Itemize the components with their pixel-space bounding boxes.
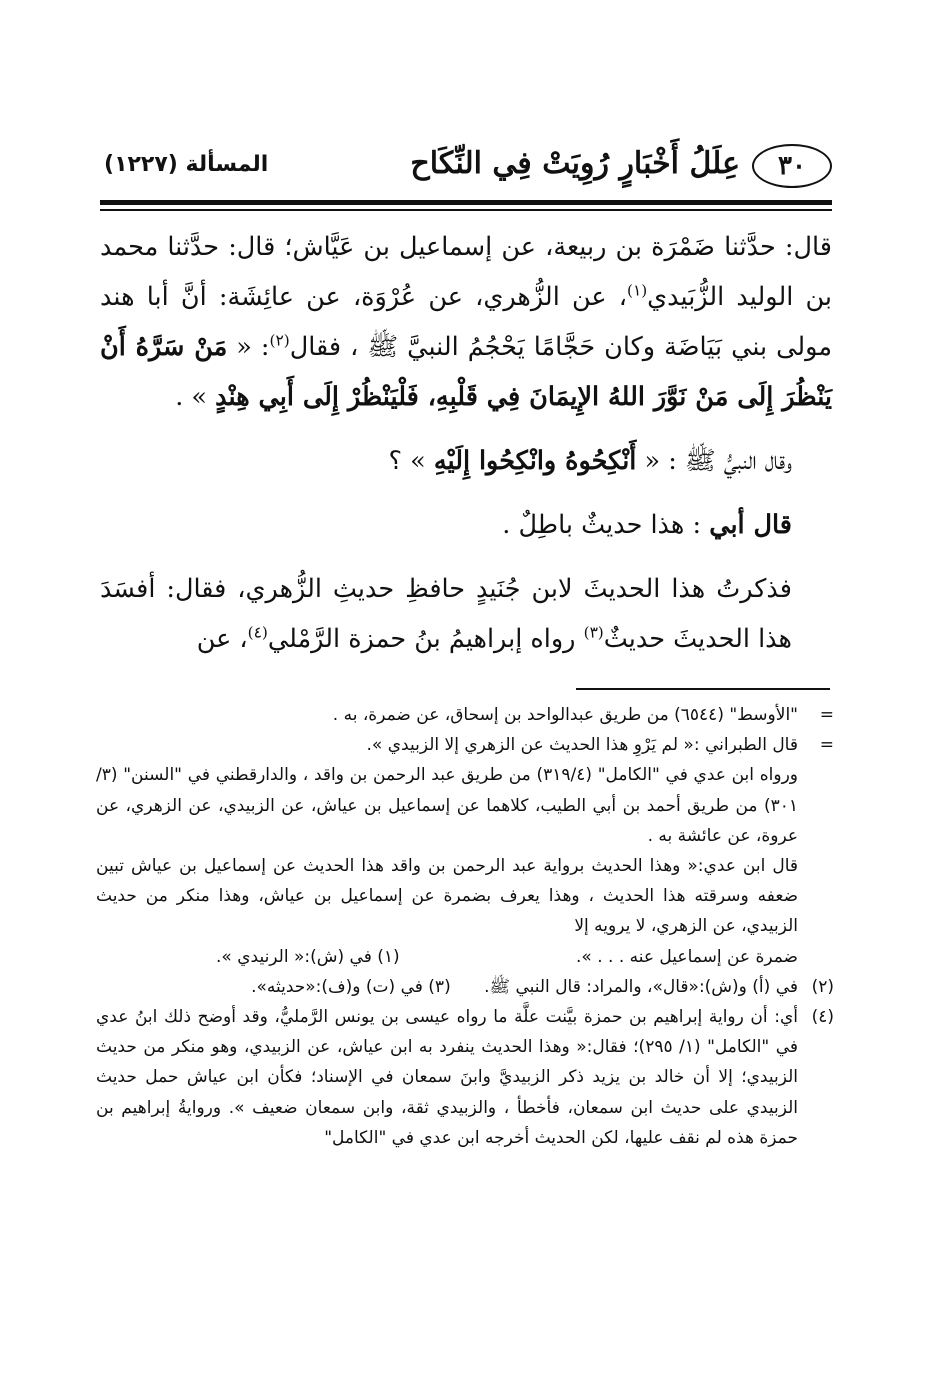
footnote-3: (٣) في (ت) و(ف):«حديثه». [251, 976, 451, 997]
verdict-text: : هذا حديثٌ باطِلٌ . [502, 510, 710, 540]
footnote-ref-3: (٣) [583, 623, 604, 642]
verdict-paragraph [100, 500, 832, 550]
para2-end: » ؟ [388, 446, 434, 476]
footnote-row-split [96, 942, 834, 972]
footnote-ref-1: (١) [627, 281, 648, 300]
footnote-2-text: في (أ) و(ش):«قال»، والمراد: قال النبي ﷺ. [484, 976, 798, 997]
para1-part1: قال: حدَّثنا ضَمْرَة بن ربيعة، عن إسماعيل بن عَيَّاش؛ قال: حدَّثنا محمد بن الوليد الزُّبَيدي [100, 232, 832, 312]
discussion-paragraph [100, 564, 832, 664]
footnote-4-text: أي: أن رواية إبراهيم بن حمزة بيَّنت علَّة ما رواه عيسى بن يونس الرَّمليُّ، وقد أوضح ذلك ابنُ عدي في "الكامل" (١/ ٢٩٥)؛ فقال:« وهذا الحديث ينفرد به ابن عياش، عن الزبيدي، وهو منكر من حديث الزبيدي؛ إلا أن خالد بن يزيد ذكر الزبيديَّ وابنَ سمعان في الإسناد؛ فكأن ابن عياش حمل حديث الزبيدي على حديث ابن سمعان، فأخطأ ، والزبيدي ثقة، وابن سمعان ضعيف ». وروايةُ إبراهيم بن حمزة هذه لم نقف عليها، لكن الحديث أخرجه ابن عدي في "الكامل" [96, 1007, 798, 1148]
footnote-2 [96, 972, 834, 1002]
continuation-end: ضمرة عن إسماعيل عنه . . . ». [576, 946, 798, 967]
verdict-label: قال أبي [709, 510, 792, 540]
footnote-separator [576, 688, 830, 690]
footnote-2-marker: (٢) [811, 976, 834, 997]
footnote-4 [96, 1002, 834, 1153]
footnote-1: (١) في (ش):« الرنيدي ». [216, 946, 400, 967]
main-text [100, 222, 832, 664]
footnote-4-marker: (٤) [811, 1007, 834, 1028]
continuation-line-1: "الأوسط" (٦٥٤٤) من طريق عبدالواحد بن إسحاق، عن ضمرة، به . [332, 705, 798, 725]
continuation-line-2: قال الطبراني :« لم يَرْوِ هذا الحديث عن الزهري إلا الزبيدي ». [366, 735, 798, 756]
hadith-text: مَنْ سَرَّهُ أَنْ يَنْظُرَ إِلَى مَنْ نَوَّرَ اللهُ الإِيمَانَ فِي قَلْبِهِ، فَلْيَنْظُرْ إِلَى أَبِي هِنْدٍ [100, 332, 832, 412]
para2-text: وقال النبيُّ ﷺ : « [636, 446, 792, 476]
continuation-line-3: ورواه ابن عدي في "الكامل" (٣١٩/٤) من طريق عبد الرحمن بن واقد ، والدارقطني في "السنن" (٣/ ٣٠١) من طريق أحمد بن أبي الطيب، كلاهما عن إسماعيل بن عياش، عن الزبيدي، عن الزهري، عن عروة، عن عائشة به . [96, 765, 798, 846]
issue-label: المسألة (١٢٢٧) [104, 152, 269, 177]
continuation-marker: = [819, 705, 834, 725]
second-hadith-text: أَنْكِحُوهُ وانْكِحُوا إِلَيْهِ [433, 446, 637, 476]
footnote-ref-2: (٢) [269, 331, 290, 350]
para4-part2: رواه إبراهيمُ بنُ حمزة الرَّمْلي [267, 624, 584, 654]
para1-part4: » . [175, 382, 216, 412]
footnote-ref-4: (٤) [247, 623, 268, 642]
para1-part3: : « [227, 332, 270, 362]
footnote-continuation-3 [96, 760, 834, 851]
para4-part3: ، عن [196, 624, 248, 654]
footnote-continuation-4 [96, 851, 834, 942]
book-title: عِلَلُ أَخْبَارٍ رُوِيَتْ فِي النِّكَاح [410, 146, 740, 181]
page-header [100, 140, 832, 196]
page-number: ٣٠ [752, 144, 832, 188]
para1-part2: ، عن الزُّهري، عن عُرْوَة، عن عائِشَة: أنَّ أبا هند مولى بني بَيَاضَة وكان حَجَّامًا يَحْجُمُ النبيَّ ﷺ ، فقال [100, 282, 832, 362]
second-hadith-paragraph [100, 436, 832, 486]
footnote-continuation-1 [96, 700, 834, 730]
header-rule-thick [100, 200, 832, 205]
isnad-paragraph [100, 222, 832, 422]
header-rule-thin [100, 209, 832, 211]
continuation-marker: = [819, 735, 834, 756]
footnote-continuation-2 [96, 730, 834, 760]
para4-part1: فذكرتُ هذا الحديثَ لابن جُنَيدٍ حافظِ حديثِ الزُّهري، فقال: أفسَدَ هذا الحديثَ حديثٌ [100, 574, 792, 654]
footnotes [96, 700, 834, 1153]
continuation-line-4: قال ابن عدي:« وهذا الحديث برواية عبد الرحمن بن واقد هذا الحديث عن إسماعيل بن عياش تبين ضعفه وسرقته هذا الحديث ، وهذا يعرف بضمرة عن إسماعيل بن عياش، وهذا منكر من حديث الزبيدي، عن الزهري، لا يرويه إلا [96, 856, 798, 937]
